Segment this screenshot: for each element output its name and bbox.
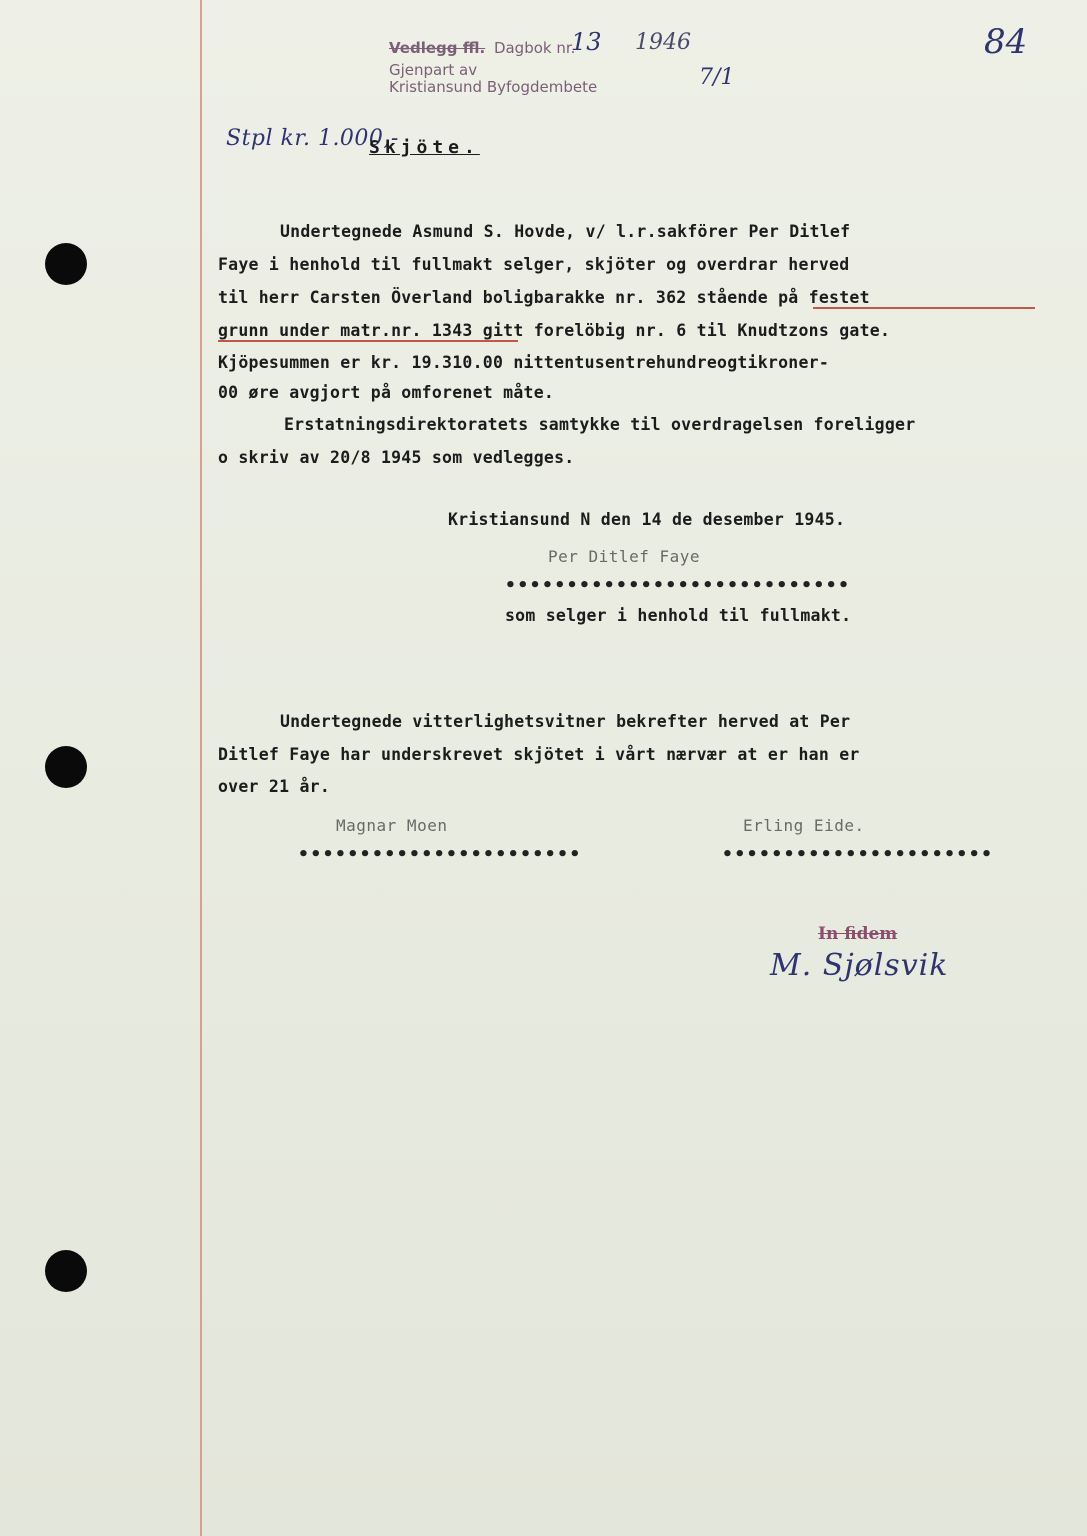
body-line: til herr Carsten Överland boligbarakke nr. 362 stående på festet (218, 288, 870, 307)
body-line: Kjöpesummen er kr. 19.310.00 nittentusentrehundreogtikroner- (218, 353, 830, 372)
body-line: o skriv av 20/8 1945 som vedlegges. (218, 448, 575, 467)
in-fidem-stamp: In fidem (818, 924, 898, 944)
official-signature: M. Sjølsvik (770, 948, 949, 983)
margin-note: Stpl kr. 1.000,- (226, 126, 399, 151)
document-title: Skjöte. (369, 137, 480, 158)
punch-hole (45, 1250, 87, 1292)
witness-line: Ditlef Faye har underskrevet skjötet i vårt nærvær at er han er (218, 745, 860, 764)
witness1-signature: Magnar Moen (336, 816, 448, 835)
stamp-line2: Gjenpart av (389, 61, 478, 79)
witness2-signature: Erling Eide. (743, 816, 865, 835)
stamp-dagbok-number: 13 (571, 28, 602, 56)
stamp-year: 1946 (635, 30, 691, 55)
body-line: Undertegnede Asmund S. Hovde, v/ l.r.sakförer Per Ditlef (280, 222, 851, 241)
seller-signature: Per Ditlef Faye (548, 547, 700, 566)
stamp-date: 7/1 (699, 65, 735, 90)
stamp-line1: Vedlegg ffl. (389, 39, 486, 57)
red-underline (813, 307, 1035, 309)
witness-line: over 21 år. (218, 777, 331, 796)
seller-caption: som selger i henhold til fullmakt. (505, 606, 852, 625)
margin-line (200, 0, 202, 1536)
punch-hole (45, 243, 87, 285)
body-line: grunn under matr.nr. 1343 gitt forelöbig nr. 6 til Knudtzons gate. (218, 321, 891, 340)
witness-line: Undertegnede vitterlighetsvitner bekrefter herved at Per (280, 712, 851, 731)
punch-hole (45, 746, 87, 788)
body-line: 00 øre avgjort på omforenet måte. (218, 383, 555, 402)
stamp-dagbok-label: Dagbok nr. (493, 39, 576, 57)
body-line: Erstatningsdirektoratets samtykke til overdragelsen foreligger (284, 415, 916, 434)
witness2-dots: •••••••••••••••••••••• (722, 844, 994, 865)
registry-stamp (389, 28, 735, 96)
stamp-line3: Kristiansund Byfogdembete (389, 78, 598, 96)
signature-dots: •••••••••••••••••••••••••••• (505, 575, 851, 596)
page-number: 84 (984, 22, 1028, 62)
body-line: Faye i henhold til fullmakt selger, skjöter og overdrar herved (218, 255, 850, 274)
place-date: Kristiansund N den 14 de desember 1945. (448, 510, 846, 529)
witness1-dots: ••••••••••••••••••••••• (298, 844, 582, 865)
red-underline (218, 340, 518, 342)
